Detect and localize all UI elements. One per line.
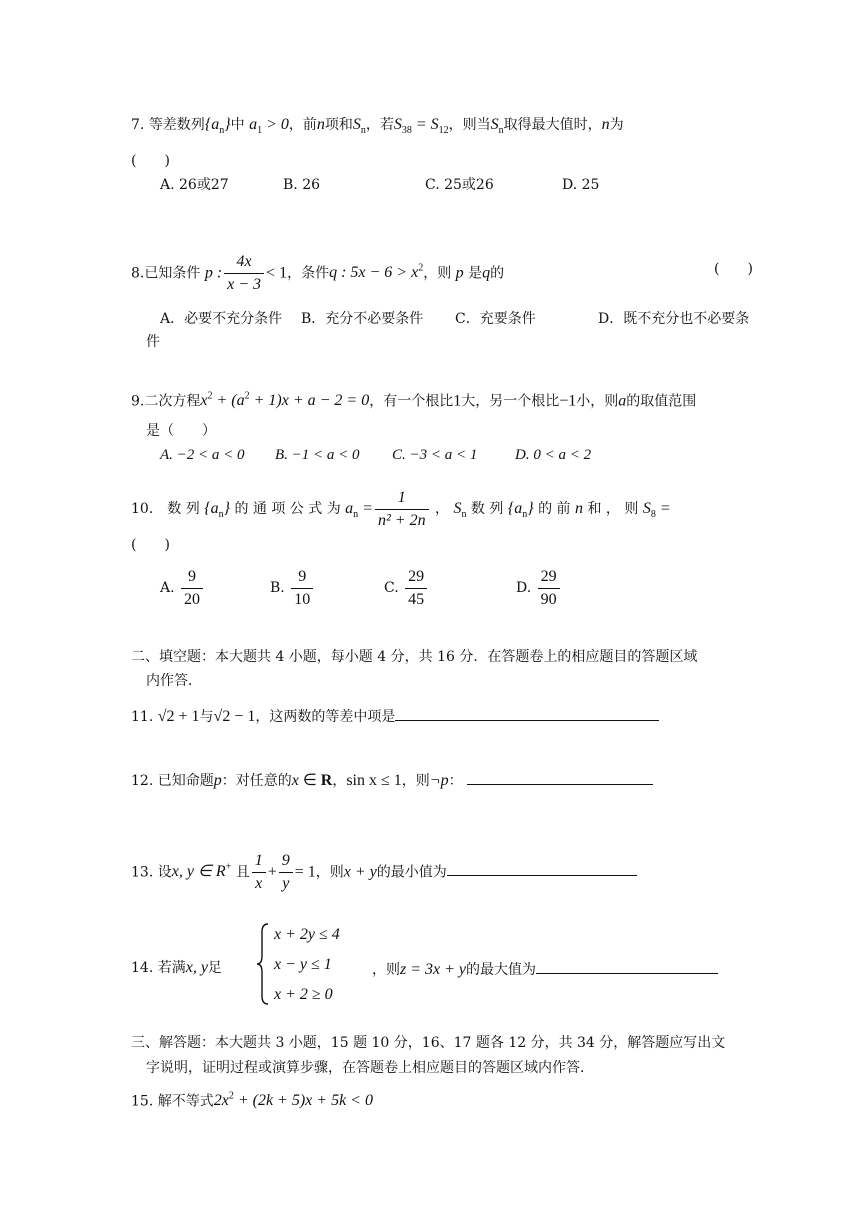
question-number: 10． [131,501,163,517]
question-number: 11. [131,709,154,725]
question-14-cont: ，则z = 3x + y的最大值为 [372,957,718,981]
inequality-3: x + 2 ≥ 0 [274,986,333,1003]
question-9-cont: 是（ ） [146,423,216,439]
question-number: 14. [131,960,154,976]
fraction: $\frac{1}{\text{n² + 2n}}$ [375,488,429,531]
system-brace-icon [256,922,270,1006]
option-b: B．充分不必要条件 [301,311,424,327]
option-b: B. $\frac{9}{10}$ [270,566,315,610]
option-d: D．既不充分也不必要条 [598,311,750,327]
section-3-heading: 三、解答题：本大题共 3 小题，15 题 10 分，16、17 题各 12 分，共 34 分，解答题应写出文 [131,1035,726,1051]
option-a: A. $\frac{9}{20}$ [160,566,205,610]
answer-blank[interactable] [395,704,659,721]
option-d: D. 0 < a < 2 [515,447,592,463]
question-number: 15. [131,1093,154,1110]
section-2-heading-cont: 内作答． [146,673,202,689]
answer-paren: ( ) [714,261,753,277]
option-b: B. 26 [283,177,321,193]
section-3-heading-cont: 字说明，证明过程或演算步骤，在答题卷上相应题目的答题区域内作答． [146,1060,594,1076]
inequality-2: x − y ≤ 1 [274,956,332,973]
answer-paren: ( ) [131,537,170,553]
question-12: 12. 已知命题p：对任意的x ∈ R，sin x ≤ 1，则¬p： [131,768,653,792]
question-8: 8.已知条件 p : $\frac{4x}{x - 3}$ < 1，条件q : $5x - 6 > x^2$，则 p 是q的 [131,252,505,293]
inequality-1: x + 2y ≤ 4 [274,926,340,943]
option-c: C．充要条件 [455,311,536,327]
question-number: 12. [131,773,154,789]
option-b: B. −1 < a < 0 [275,447,360,463]
answer-paren: ( ) [131,153,170,169]
answer-blank[interactable] [447,859,637,876]
section-2-heading: 二、填空题：本大题共 4 小题，每小题 4 分，共 16 分．在答题卷上的相应题目的答题区域 [131,649,698,665]
option-d-wrap: 件 [146,334,160,350]
question-15: 15. 解不等式$2x^2 + (2k + 5)x + 5k < 0$ [131,1091,373,1110]
option-c: C. 25或26 [425,177,494,193]
fraction: $\frac{4x}{x - 3}$ [224,252,264,295]
option-a: A. 26或27 [160,177,229,193]
question-number: 7. [131,117,145,133]
question-14: 14. 若满x, y足 [131,959,222,976]
question-number: 8. [131,265,145,282]
question-number: 9. [131,393,145,410]
option-a: A．必要不充分条件 [160,311,283,327]
question-11: 11. √2 + 1与√2 − 1，这两数的等差中项是 [131,704,659,728]
option-c: C. −3 < a < 1 [392,447,478,463]
question-7: 7. 等差数列$\{a_n\}$中 $a_1 > 0$，前n项和$S_n$，若$S_{38} = S_{12}$，则当$S_n$取得最大值时，n为 [131,116,624,137]
option-d: D. 25 [562,177,600,193]
question-number: 13. [131,864,154,881]
option-c: C. $\frac{29}{45}$ [384,566,429,610]
option-d: D. $\frac{29}{90}$ [516,566,562,610]
question-9: 9.二次方程$x^2 + (a^2 + 1)x + a - 2 = 0$，有一个根比1大，另一个根比−1小，则a的取值范围 [131,391,697,410]
option-a: A. −2 < a < 0 [160,447,245,463]
answer-blank[interactable] [536,957,718,974]
answer-blank[interactable] [467,768,653,785]
question-13: 13. 设x, y ∈ R+ 且 $\frac{1}{x}$ + $\frac{9}{y}$ = 1，则x + y的最小值为 [131,846,637,894]
question-10: 10． 数 列 $\{a_n\}$ 的 通 项 公 式 为 $a_n$ = $\frac{1}{\text{n² + 2n}}$ ， $S_n$ 数 列 $\{a_n\}$ 的 前 n 和 ， 则 $S_8$ = [131,488,671,529]
